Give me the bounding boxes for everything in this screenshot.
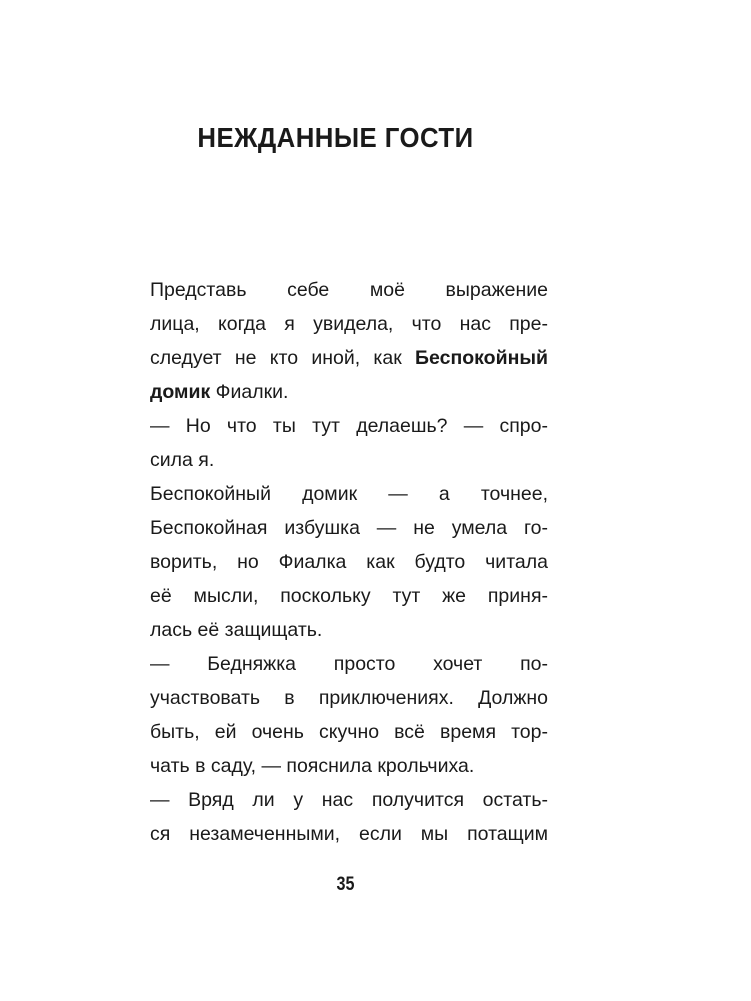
line-text: лась её защищать. <box>150 619 323 641</box>
line-text: сила я. <box>150 449 215 471</box>
line-text: — Бедняжка просто хочет по- <box>150 653 548 675</box>
line-text: ворить, но Фиалка как будто читала <box>150 551 548 573</box>
line-text: — Вряд ли у нас получится остать- <box>150 789 548 811</box>
chapter-title: НЕЖДАННЫЕ ГОСТИ <box>197 122 474 153</box>
text-line <box>150 545 548 579</box>
bold-text: Беспокойный <box>415 347 548 369</box>
line-text: её мысли, поскольку тут же приня- <box>150 585 548 607</box>
text-line <box>150 477 548 511</box>
bold-text: домик <box>150 381 211 403</box>
text-line <box>150 511 548 545</box>
body-text <box>150 273 548 851</box>
text-line <box>150 579 548 613</box>
page-number: 35 <box>336 874 355 895</box>
line-text: быть, ей очень скучно всё время тор- <box>150 721 548 743</box>
text-line <box>150 647 548 681</box>
text-line <box>150 341 548 375</box>
text-line <box>150 307 548 341</box>
text-line <box>150 409 548 443</box>
line-text: ся незамеченными, если мы потащим <box>150 823 548 845</box>
line-text: — Но что ты тут делаешь? — спро- <box>150 415 548 437</box>
line-text: Беспокойный домик — а точнее, <box>150 483 548 505</box>
line-text: участвовать в приключениях. Должно <box>150 687 548 709</box>
line-text: следует не кто иной, как <box>150 347 416 369</box>
line-text: Фиалки. <box>210 381 289 403</box>
line-text: лица, когда я увидела, что нас пре- <box>150 313 548 335</box>
text-line <box>150 375 548 409</box>
text-line <box>150 715 548 749</box>
text-line <box>150 817 548 851</box>
text-line <box>150 681 548 715</box>
text-line <box>150 273 548 307</box>
line-text: Беспокойная избушка — не умела го- <box>150 517 548 539</box>
text-line <box>150 749 548 783</box>
text-line <box>150 613 548 647</box>
text-line <box>150 783 548 817</box>
line-text: чать в саду, — пояснила крольчиха. <box>150 755 475 777</box>
line-text: Представь себе моё выражение <box>150 279 548 301</box>
text-line <box>150 443 548 477</box>
